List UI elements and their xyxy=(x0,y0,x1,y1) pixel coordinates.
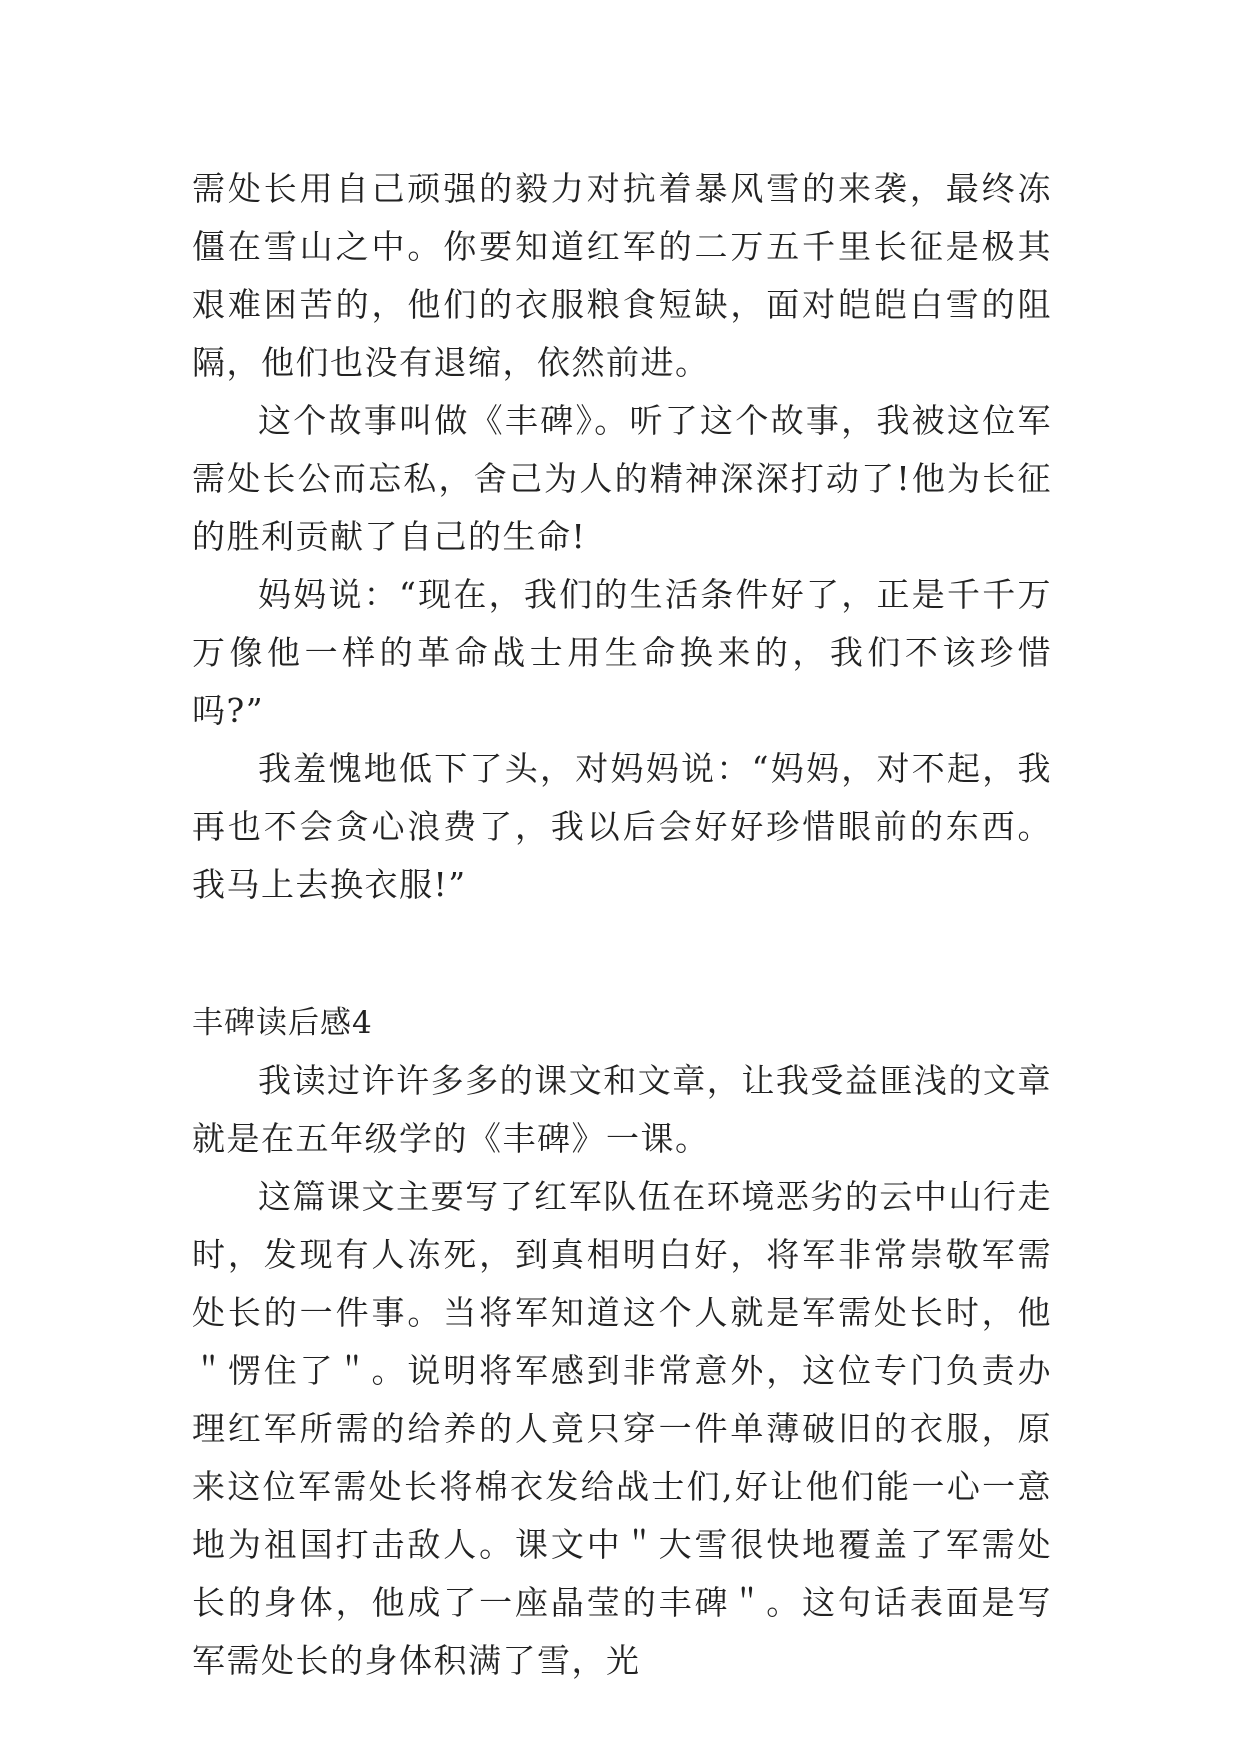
paragraph: 这篇课文主要写了红军队伍在环境恶劣的云中山行走时，发现有人冻死，到真相明白好，将军非常崇敬军需处长的一件事。当将军知道这个人就是军需处长时，他＂愣住了＂。说明将军感到非常意外，这位专门负责办理红军所需的给养的人竟只穿一件单薄破旧的衣服，原来这位军需处长将棉衣发给战士们,好让他们能一心一意地为祖国打击敌人。课文中＂大雪很快地覆盖了军需处长的身体，他成了一座晶莹的丰碑＂。这句话表面是写军需处长的身体积满了雪，光 xyxy=(192,1177,1052,1680)
section-title: 丰碑读后感4 xyxy=(192,1005,373,1041)
paragraph: 这个故事叫做《丰碑》。听了这个故事，我被这位军需处长公而忘私，舍己为人的精神深深打动了!他为长征的胜利贡献了自己的生命! xyxy=(192,401,1052,556)
paragraph: 我读过许许多多的课文和文章，让我受益匪浅的文章就是在五年级学的《丰碑》一课。 xyxy=(192,1061,1052,1158)
document-body xyxy=(192,160,1052,1690)
paragraph: 我羞愧地低下了头，对妈妈说：“妈妈，对不起，我再也不会贪心浪费了，我以后会好好珍惜眼前的东西。我马上去换衣服!” xyxy=(192,749,1052,904)
paragraph: 妈妈说：“现在，我们的生活条件好了，正是千千万万像他一样的革命战士用生命换来的，我们不该珍惜吗?” xyxy=(192,575,1052,730)
paragraph-continued: 需处长用自己顽强的毅力对抗着暴风雪的来袭，最终冻僵在雪山之中。你要知道红军的二万五千里长征是极其艰难困苦的，他们的衣服粮食短缺，面对皑皑白雪的阻隔，他们也没有退缩，依然前进。 xyxy=(192,169,1052,382)
